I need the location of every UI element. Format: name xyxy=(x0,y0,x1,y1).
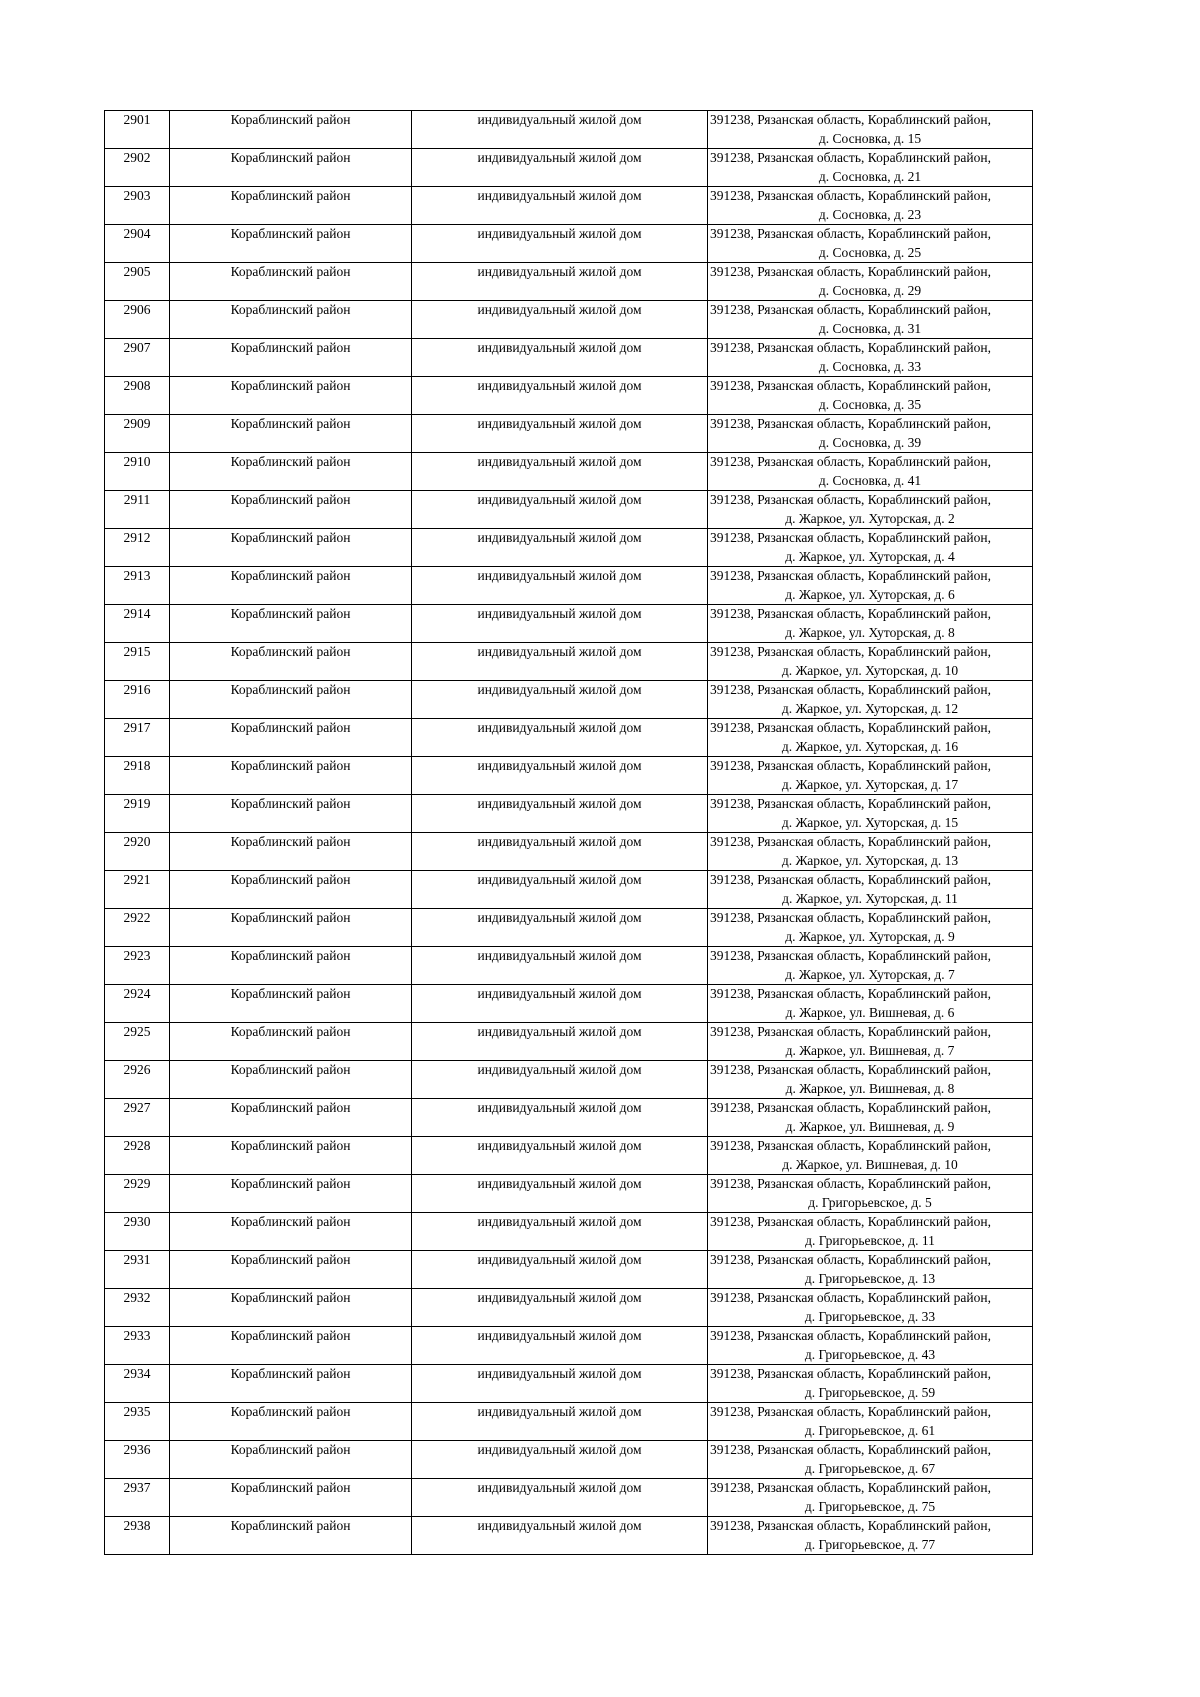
object-type-cell: индивидуальный жилой дом xyxy=(412,187,708,225)
table-row xyxy=(105,187,1033,225)
address-cell xyxy=(708,1251,1033,1289)
address-line-1: 391238, Рязанская область, Кораблинский район, xyxy=(710,1442,991,1457)
address-line-2: д. Сосновка, д. 41 xyxy=(818,472,922,488)
table-row xyxy=(105,1213,1033,1251)
address-line-2: д. Жаркое, ул. Хуторская, д. 6 xyxy=(785,586,955,602)
address-cell xyxy=(708,643,1033,681)
row-number-cell: 2927 xyxy=(105,1099,170,1137)
address-cell xyxy=(708,1403,1033,1441)
address-line-1: 391238, Рязанская область, Кораблинский район, xyxy=(710,796,991,811)
registry-table-body xyxy=(105,111,1033,1555)
district-cell: Кораблинский район xyxy=(170,263,412,301)
object-type-cell: индивидуальный жилой дом xyxy=(412,871,708,909)
district-cell: Кораблинский район xyxy=(170,1289,412,1327)
table-row xyxy=(105,1403,1033,1441)
table-row xyxy=(105,719,1033,757)
address-line-2: д. Сосновка, д. 21 xyxy=(818,168,922,184)
address-line-1: 391238, Рязанская область, Кораблинский район, xyxy=(710,150,991,165)
address-cell xyxy=(708,947,1033,985)
housing-registry-table xyxy=(104,110,1033,1555)
object-type-cell: индивидуальный жилой дом xyxy=(412,225,708,263)
row-number-cell: 2934 xyxy=(105,1365,170,1403)
district-cell: Кораблинский район xyxy=(170,1517,412,1555)
address-cell xyxy=(708,149,1033,187)
object-type-cell: индивидуальный жилой дом xyxy=(412,453,708,491)
address-line-2: д. Сосновка, д. 23 xyxy=(818,206,922,222)
address-cell xyxy=(708,1517,1033,1555)
table-row xyxy=(105,1137,1033,1175)
object-type-cell: индивидуальный жилой дом xyxy=(412,301,708,339)
district-cell: Кораблинский район xyxy=(170,795,412,833)
district-cell: Кораблинский район xyxy=(170,1403,412,1441)
district-cell: Кораблинский район xyxy=(170,1479,412,1517)
row-number-cell: 2937 xyxy=(105,1479,170,1517)
address-line-2: д. Сосновка, д. 35 xyxy=(818,396,922,412)
address-cell xyxy=(708,1441,1033,1479)
address-line-2: д. Жаркое, ул. Хуторская, д. 17 xyxy=(781,776,959,792)
address-cell xyxy=(708,1213,1033,1251)
address-line-1: 391238, Рязанская область, Кораблинский район, xyxy=(710,1138,991,1153)
address-line-2: д. Григорьевское, д. 61 xyxy=(804,1422,936,1438)
object-type-cell: индивидуальный жилой дом xyxy=(412,1213,708,1251)
row-number-cell: 2920 xyxy=(105,833,170,871)
address-cell xyxy=(708,757,1033,795)
district-cell: Кораблинский район xyxy=(170,643,412,681)
address-line-2: д. Сосновка, д. 15 xyxy=(818,130,922,146)
address-line-1: 391238, Рязанская область, Кораблинский район, xyxy=(710,1214,991,1229)
table-row xyxy=(105,871,1033,909)
row-number-cell: 2921 xyxy=(105,871,170,909)
object-type-cell: индивидуальный жилой дом xyxy=(412,605,708,643)
address-cell xyxy=(708,339,1033,377)
address-line-2: д. Сосновка, д. 39 xyxy=(818,434,922,450)
row-number-cell: 2916 xyxy=(105,681,170,719)
address-line-1: 391238, Рязанская область, Кораблинский район, xyxy=(710,1328,991,1343)
address-line-1: 391238, Рязанская область, Кораблинский район, xyxy=(710,606,991,621)
address-line-2: д. Григорьевское, д. 75 xyxy=(804,1498,936,1514)
address-cell xyxy=(708,225,1033,263)
address-line-2: д. Жаркое, ул. Хуторская, д. 9 xyxy=(785,928,955,944)
district-cell: Кораблинский район xyxy=(170,567,412,605)
table-row xyxy=(105,225,1033,263)
district-cell: Кораблинский район xyxy=(170,1365,412,1403)
address-cell xyxy=(708,909,1033,947)
row-number-cell: 2915 xyxy=(105,643,170,681)
address-cell xyxy=(708,795,1033,833)
table-row xyxy=(105,795,1033,833)
address-cell xyxy=(708,605,1033,643)
district-cell: Кораблинский район xyxy=(170,187,412,225)
row-number-cell: 2917 xyxy=(105,719,170,757)
address-line-2: д. Григорьевское, д. 43 xyxy=(804,1346,936,1362)
address-line-2: д. Сосновка, д. 31 xyxy=(818,320,922,336)
object-type-cell: индивидуальный жилой дом xyxy=(412,1251,708,1289)
district-cell: Кораблинский район xyxy=(170,339,412,377)
table-row xyxy=(105,111,1033,149)
row-number-cell: 2918 xyxy=(105,757,170,795)
address-cell xyxy=(708,263,1033,301)
row-number-cell: 2919 xyxy=(105,795,170,833)
address-line-1: 391238, Рязанская область, Кораблинский район, xyxy=(710,378,991,393)
table-row xyxy=(105,1441,1033,1479)
address-line-1: 391238, Рязанская область, Кораблинский район, xyxy=(710,948,991,963)
address-line-1: 391238, Рязанская область, Кораблинский район, xyxy=(710,644,991,659)
table-row xyxy=(105,605,1033,643)
address-cell xyxy=(708,1327,1033,1365)
address-line-2: д. Григорьевское, д. 33 xyxy=(804,1308,936,1324)
address-line-1: 391238, Рязанская область, Кораблинский район, xyxy=(710,188,991,203)
object-type-cell: индивидуальный жилой дом xyxy=(412,1327,708,1365)
object-type-cell: индивидуальный жилой дом xyxy=(412,529,708,567)
object-type-cell: индивидуальный жилой дом xyxy=(412,833,708,871)
address-line-2: д. Жаркое, ул. Хуторская, д. 16 xyxy=(781,738,959,754)
row-number-cell: 2910 xyxy=(105,453,170,491)
address-line-2: д. Григорьевское, д. 59 xyxy=(804,1384,936,1400)
district-cell: Кораблинский район xyxy=(170,871,412,909)
address-cell xyxy=(708,1061,1033,1099)
district-cell: Кораблинский район xyxy=(170,1327,412,1365)
address-line-2: д. Жаркое, ул. Хуторская, д. 10 xyxy=(781,662,959,678)
row-number-cell: 2914 xyxy=(105,605,170,643)
address-line-1: 391238, Рязанская область, Кораблинский район, xyxy=(710,986,991,1001)
object-type-cell: индивидуальный жилой дом xyxy=(412,719,708,757)
address-line-2: д. Сосновка, д. 25 xyxy=(818,244,922,260)
object-type-cell: индивидуальный жилой дом xyxy=(412,947,708,985)
object-type-cell: индивидуальный жилой дом xyxy=(412,1175,708,1213)
address-cell xyxy=(708,529,1033,567)
address-line-1: 391238, Рязанская область, Кораблинский район, xyxy=(710,1100,991,1115)
address-line-1: 391238, Рязанская область, Кораблинский район, xyxy=(710,340,991,355)
address-cell xyxy=(708,187,1033,225)
address-line-2: д. Григорьевское, д. 67 xyxy=(804,1460,936,1476)
address-line-1: 391238, Рязанская область, Кораблинский район, xyxy=(710,910,991,925)
district-cell: Кораблинский район xyxy=(170,529,412,567)
district-cell: Кораблинский район xyxy=(170,947,412,985)
row-number-cell: 2935 xyxy=(105,1403,170,1441)
object-type-cell: индивидуальный жилой дом xyxy=(412,1061,708,1099)
table-row xyxy=(105,757,1033,795)
address-line-2: д. Жаркое, ул. Хуторская, д. 2 xyxy=(785,510,955,526)
row-number-cell: 2926 xyxy=(105,1061,170,1099)
address-line-1: 391238, Рязанская область, Кораблинский район, xyxy=(710,1290,991,1305)
row-number-cell: 2925 xyxy=(105,1023,170,1061)
table-row xyxy=(105,149,1033,187)
table-row xyxy=(105,491,1033,529)
district-cell: Кораблинский район xyxy=(170,985,412,1023)
row-number-cell: 2903 xyxy=(105,187,170,225)
object-type-cell: индивидуальный жилой дом xyxy=(412,1099,708,1137)
district-cell: Кораблинский район xyxy=(170,1023,412,1061)
address-line-2: д. Жаркое, ул. Вишневая, д. 9 xyxy=(785,1118,955,1134)
object-type-cell: индивидуальный жилой дом xyxy=(412,1517,708,1555)
address-line-1: 391238, Рязанская область, Кораблинский район, xyxy=(710,302,991,317)
district-cell: Кораблинский район xyxy=(170,1175,412,1213)
row-number-cell: 2908 xyxy=(105,377,170,415)
address-line-2: д. Григорьевское, д. 77 xyxy=(804,1536,936,1552)
address-cell xyxy=(708,111,1033,149)
table-row xyxy=(105,301,1033,339)
district-cell: Кораблинский район xyxy=(170,1099,412,1137)
address-cell xyxy=(708,1175,1033,1213)
row-number-cell: 2923 xyxy=(105,947,170,985)
table-row xyxy=(105,947,1033,985)
address-cell xyxy=(708,1137,1033,1175)
address-line-2: д. Жаркое, ул. Хуторская, д. 8 xyxy=(785,624,955,640)
address-cell xyxy=(708,871,1033,909)
address-line-2: д. Жаркое, ул. Вишневая, д. 6 xyxy=(785,1004,955,1020)
object-type-cell: индивидуальный жилой дом xyxy=(412,111,708,149)
district-cell: Кораблинский район xyxy=(170,1441,412,1479)
district-cell: Кораблинский район xyxy=(170,377,412,415)
table-row xyxy=(105,529,1033,567)
district-cell: Кораблинский район xyxy=(170,111,412,149)
address-line-1: 391238, Рязанская область, Кораблинский район, xyxy=(710,1480,991,1495)
object-type-cell: индивидуальный жилой дом xyxy=(412,263,708,301)
row-number-cell: 2933 xyxy=(105,1327,170,1365)
object-type-cell: индивидуальный жилой дом xyxy=(412,1137,708,1175)
object-type-cell: индивидуальный жилой дом xyxy=(412,1479,708,1517)
address-line-1: 391238, Рязанская область, Кораблинский район, xyxy=(710,1176,991,1191)
table-row xyxy=(105,453,1033,491)
table-row xyxy=(105,1251,1033,1289)
address-cell xyxy=(708,833,1033,871)
district-cell: Кораблинский район xyxy=(170,605,412,643)
object-type-cell: индивидуальный жилой дом xyxy=(412,567,708,605)
address-line-2: д. Григорьевское, д. 13 xyxy=(804,1270,936,1286)
address-line-1: 391238, Рязанская область, Кораблинский район, xyxy=(710,112,991,127)
row-number-cell: 2913 xyxy=(105,567,170,605)
row-number-cell: 2902 xyxy=(105,149,170,187)
table-row xyxy=(105,1517,1033,1555)
address-cell xyxy=(708,491,1033,529)
district-cell: Кораблинский район xyxy=(170,681,412,719)
table-row xyxy=(105,643,1033,681)
object-type-cell: индивидуальный жилой дом xyxy=(412,149,708,187)
row-number-cell: 2930 xyxy=(105,1213,170,1251)
address-line-1: 391238, Рязанская область, Кораблинский район, xyxy=(710,1062,991,1077)
address-line-1: 391238, Рязанская область, Кораблинский район, xyxy=(710,720,991,735)
address-line-2: д. Жаркое, ул. Вишневая, д. 10 xyxy=(782,1156,958,1172)
address-line-1: 391238, Рязанская область, Кораблинский район, xyxy=(710,834,991,849)
district-cell: Кораблинский район xyxy=(170,719,412,757)
row-number-cell: 2931 xyxy=(105,1251,170,1289)
row-number-cell: 2906 xyxy=(105,301,170,339)
row-number-cell: 2928 xyxy=(105,1137,170,1175)
address-cell xyxy=(708,1479,1033,1517)
district-cell: Кораблинский район xyxy=(170,909,412,947)
address-line-1: 391238, Рязанская область, Кораблинский район, xyxy=(710,1366,991,1381)
address-line-1: 391238, Рязанская область, Кораблинский район, xyxy=(710,1518,991,1533)
table-row xyxy=(105,1175,1033,1213)
row-number-cell: 2912 xyxy=(105,529,170,567)
table-row xyxy=(105,1479,1033,1517)
district-cell: Кораблинский район xyxy=(170,301,412,339)
row-number-cell: 2924 xyxy=(105,985,170,1023)
object-type-cell: индивидуальный жилой дом xyxy=(412,1403,708,1441)
address-cell xyxy=(708,567,1033,605)
district-cell: Кораблинский район xyxy=(170,149,412,187)
object-type-cell: индивидуальный жилой дом xyxy=(412,795,708,833)
district-cell: Кораблинский район xyxy=(170,415,412,453)
district-cell: Кораблинский район xyxy=(170,453,412,491)
address-line-2: д. Сосновка, д. 29 xyxy=(818,282,922,298)
address-cell xyxy=(708,1023,1033,1061)
object-type-cell: индивидуальный жилой дом xyxy=(412,491,708,529)
object-type-cell: индивидуальный жилой дом xyxy=(412,985,708,1023)
row-number-cell: 2904 xyxy=(105,225,170,263)
row-number-cell: 2938 xyxy=(105,1517,170,1555)
object-type-cell: индивидуальный жилой дом xyxy=(412,415,708,453)
table-row xyxy=(105,567,1033,605)
address-line-2: д. Сосновка, д. 33 xyxy=(818,358,922,374)
address-cell xyxy=(708,681,1033,719)
address-line-1: 391238, Рязанская область, Кораблинский район, xyxy=(710,1404,991,1419)
row-number-cell: 2911 xyxy=(105,491,170,529)
table-row xyxy=(105,1061,1033,1099)
address-line-1: 391238, Рязанская область, Кораблинский район, xyxy=(710,530,991,545)
table-row xyxy=(105,681,1033,719)
district-cell: Кораблинский район xyxy=(170,491,412,529)
table-row xyxy=(105,1023,1033,1061)
address-line-1: 391238, Рязанская область, Кораблинский район, xyxy=(710,226,991,241)
row-number-cell: 2905 xyxy=(105,263,170,301)
row-number-cell: 2907 xyxy=(105,339,170,377)
address-cell xyxy=(708,1289,1033,1327)
address-cell xyxy=(708,719,1033,757)
address-cell xyxy=(708,453,1033,491)
address-line-2: д. Григорьевское, д. 5 xyxy=(808,1194,932,1210)
district-cell: Кораблинский район xyxy=(170,833,412,871)
address-line-1: 391238, Рязанская область, Кораблинский район, xyxy=(710,492,991,507)
address-line-2: д. Жаркое, ул. Хуторская, д. 7 xyxy=(785,966,955,982)
address-line-2: д. Жаркое, ул. Вишневая, д. 7 xyxy=(785,1042,955,1058)
object-type-cell: индивидуальный жилой дом xyxy=(412,1365,708,1403)
object-type-cell: индивидуальный жилой дом xyxy=(412,339,708,377)
address-line-1: 391238, Рязанская область, Кораблинский район, xyxy=(710,1252,991,1267)
row-number-cell: 2922 xyxy=(105,909,170,947)
address-line-2: д. Григорьевское, д. 11 xyxy=(805,1232,935,1248)
table-row xyxy=(105,1327,1033,1365)
table-row xyxy=(105,1365,1033,1403)
address-cell xyxy=(708,301,1033,339)
row-number-cell: 2932 xyxy=(105,1289,170,1327)
address-line-2: д. Жаркое, ул. Хуторская, д. 12 xyxy=(781,700,959,716)
object-type-cell: индивидуальный жилой дом xyxy=(412,1023,708,1061)
district-cell: Кораблинский район xyxy=(170,225,412,263)
address-line-2: д. Жаркое, ул. Хуторская, д. 13 xyxy=(781,852,959,868)
address-line-1: 391238, Рязанская область, Кораблинский район, xyxy=(710,454,991,469)
address-line-2: д. Жаркое, ул. Хуторская, д. 15 xyxy=(781,814,959,830)
object-type-cell: индивидуальный жилой дом xyxy=(412,643,708,681)
address-cell xyxy=(708,1365,1033,1403)
district-cell: Кораблинский район xyxy=(170,757,412,795)
object-type-cell: индивидуальный жилой дом xyxy=(412,909,708,947)
address-line-1: 391238, Рязанская область, Кораблинский район, xyxy=(710,568,991,583)
row-number-cell: 2929 xyxy=(105,1175,170,1213)
row-number-cell: 2936 xyxy=(105,1441,170,1479)
district-cell: Кораблинский район xyxy=(170,1061,412,1099)
address-cell xyxy=(708,415,1033,453)
row-number-cell: 2909 xyxy=(105,415,170,453)
address-line-1: 391238, Рязанская область, Кораблинский район, xyxy=(710,264,991,279)
address-line-1: 391238, Рязанская область, Кораблинский район, xyxy=(710,872,991,887)
table-row xyxy=(105,339,1033,377)
table-row xyxy=(105,985,1033,1023)
object-type-cell: индивидуальный жилой дом xyxy=(412,377,708,415)
address-cell xyxy=(708,985,1033,1023)
district-cell: Кораблинский район xyxy=(170,1251,412,1289)
address-line-1: 391238, Рязанская область, Кораблинский район, xyxy=(710,682,991,697)
table-row xyxy=(105,1099,1033,1137)
address-line-2: д. Жаркое, ул. Хуторская, д. 4 xyxy=(785,548,955,564)
address-line-2: д. Жаркое, ул. Хуторская, д. 11 xyxy=(782,890,958,906)
district-cell: Кораблинский район xyxy=(170,1137,412,1175)
table-row xyxy=(105,909,1033,947)
table-row xyxy=(105,833,1033,871)
address-line-1: 391238, Рязанская область, Кораблинский район, xyxy=(710,1024,991,1039)
address-cell xyxy=(708,1099,1033,1137)
object-type-cell: индивидуальный жилой дом xyxy=(412,1441,708,1479)
address-line-1: 391238, Рязанская область, Кораблинский район, xyxy=(710,758,991,773)
table-row xyxy=(105,377,1033,415)
table-row xyxy=(105,263,1033,301)
address-line-2: д. Жаркое, ул. Вишневая, д. 8 xyxy=(785,1080,955,1096)
district-cell: Кораблинский район xyxy=(170,1213,412,1251)
row-number-cell: 2901 xyxy=(105,111,170,149)
address-cell xyxy=(708,377,1033,415)
object-type-cell: индивидуальный жилой дом xyxy=(412,1289,708,1327)
object-type-cell: индивидуальный жилой дом xyxy=(412,757,708,795)
table-row xyxy=(105,1289,1033,1327)
object-type-cell: индивидуальный жилой дом xyxy=(412,681,708,719)
address-line-1: 391238, Рязанская область, Кораблинский район, xyxy=(710,416,991,431)
table-row xyxy=(105,415,1033,453)
